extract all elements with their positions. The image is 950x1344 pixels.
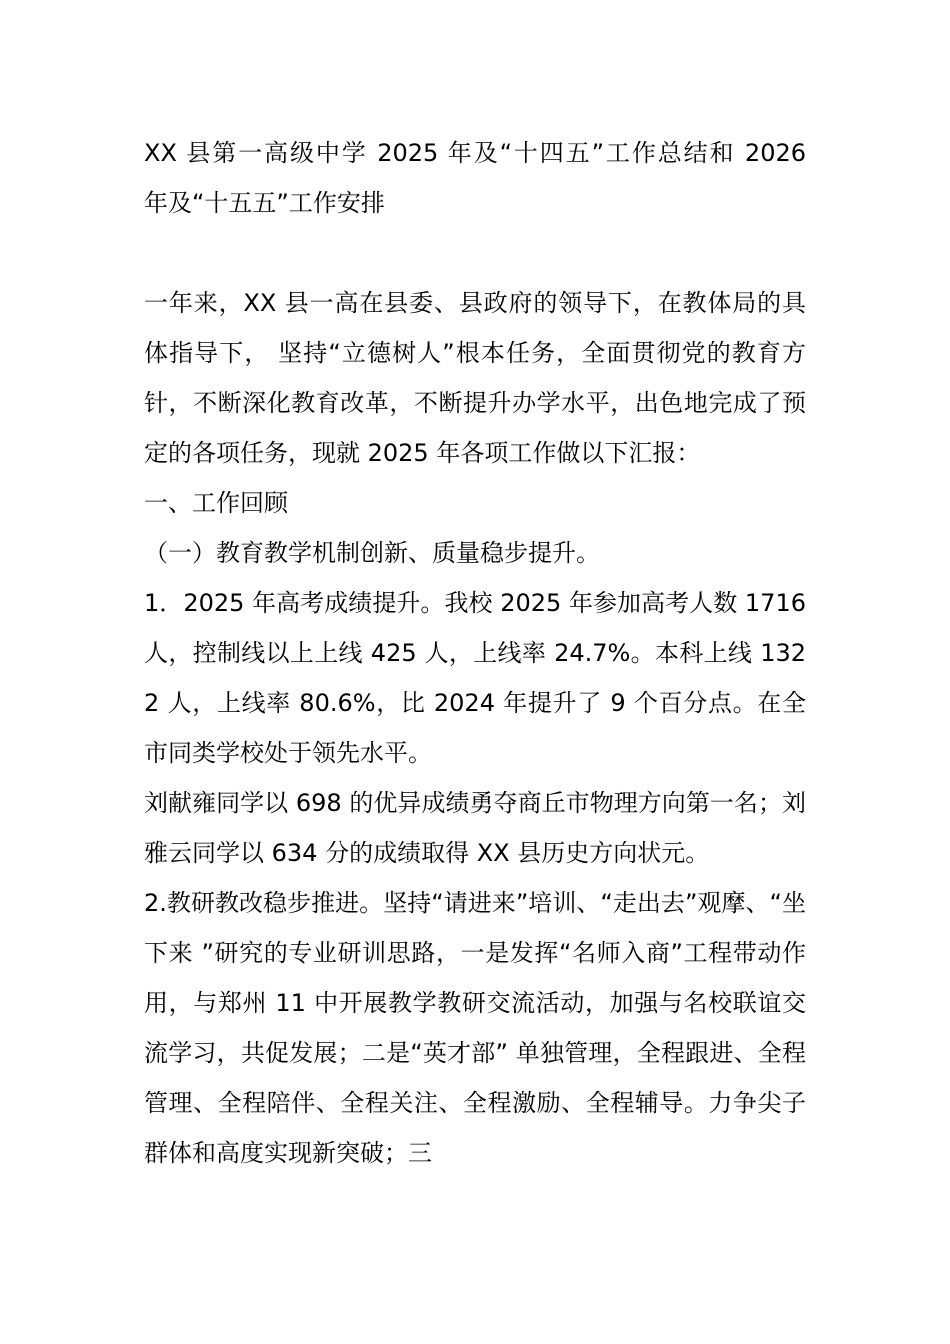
- document-body: [144, 128, 806, 1178]
- intro-paragraph: 一年来，XX 县一高在县委、县政府的领导下，在教体局的具体指导下， 坚持“立德树人”根本任务，全面贯彻党的教育方针，不断深化教育改革，不断提升办学水平，出色地完成了预定的各项任务，现就 2025 年各项工作做以下汇报：: [144, 289, 806, 467]
- blank-line: [144, 228, 806, 278]
- paragraph-top-students: 刘献雍同学以 698 的优异成绩勇夺商丘市物理方向第一名；刘雅云同学以 634 分的成绩取得 XX 县历史方向状元。: [144, 789, 806, 867]
- title-line-2: 年及“十五五”工作安排: [144, 189, 385, 217]
- title-line-1: XX 县第一高级中学 2025 年及“十四五”工作总结和 2026: [144, 139, 806, 167]
- document-title: [144, 128, 806, 228]
- section-heading: 一、工作回顾: [144, 489, 288, 517]
- paragraph-teaching-research: 2.教研教改稳步推进。坚持“请进来”培训、“走出去”观摩、“坐下来 ”研究的专业研训思路，一是发挥“名师入商”工程带动作用，与郑州 11 中开展教学教研交流活动，加强与名校联谊交流学习，共促发展；二是“英才部” 单独管理，全程跟进、全程管理、全程陪伴、全程关注、全程激励、全程辅导。力争尖子群体和高度实现新突破；三: [144, 889, 806, 1167]
- subsection-heading: （一）教育教学机制创新、质量稳步提升。: [144, 539, 600, 567]
- paragraph-exam-results: 1．2025 年高考成绩提升。我校 2025 年参加高考人数 1716 人，控制线以上上线 425 人，上线率 24.7%。本科上线 1322 人，上线率 80.6%，比 2024 年提升了 9 个百分点。在全市同类学校处于领先水平。: [144, 589, 806, 767]
